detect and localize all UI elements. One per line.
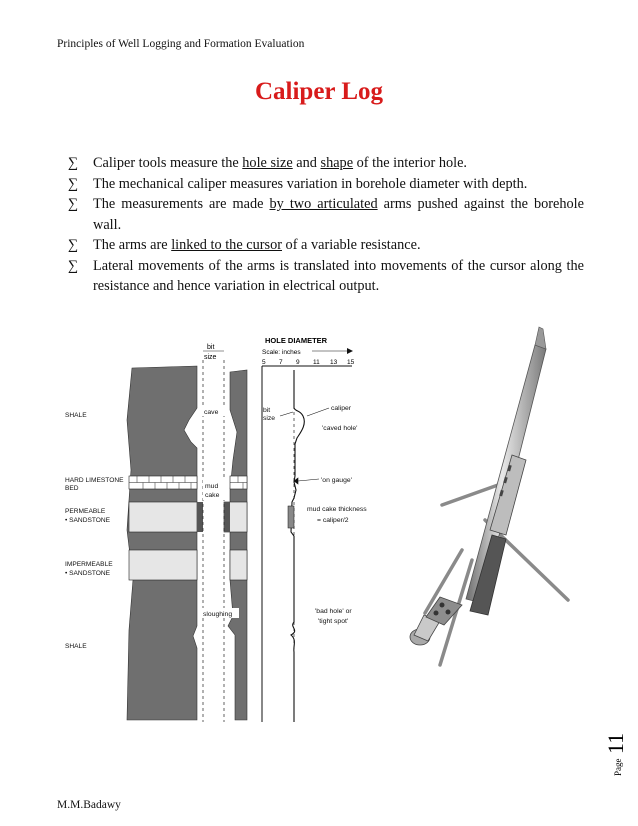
cave-label: cave bbox=[204, 409, 219, 416]
label-hard-limestone-bed: BED bbox=[65, 485, 79, 492]
cake-label: cake bbox=[205, 492, 220, 499]
page-label: Page bbox=[613, 758, 623, 776]
label-permeable-sandstone: • SANDSTONE bbox=[65, 517, 111, 524]
bullet-sigma-icon: ∑ bbox=[68, 237, 79, 253]
bit-size-label-top: bit bbox=[207, 344, 215, 351]
bullet-sigma-icon: ∑ bbox=[68, 257, 79, 274]
list-item: ∑ The mechanical caliper measures variation in borehole diameter with depth. bbox=[68, 174, 584, 195]
list-item: ∑ Lateral movements of the arms is translated into movements of the cursor along the resistance and hence variation in electrical output. bbox=[68, 257, 584, 294]
scale-tick: 7 bbox=[279, 359, 283, 366]
scale-tick: 9 bbox=[296, 359, 300, 366]
footer-author: M.M.Badawy bbox=[57, 799, 121, 811]
scale-tick: 13 bbox=[330, 359, 338, 366]
list-item: ∑ The measurements are made by two articulated arms pushed against the borehole wall. bbox=[68, 196, 584, 233]
mud-cake-thickness-label: mud cake thickness bbox=[307, 506, 367, 513]
impermeable-sandstone bbox=[129, 550, 247, 580]
caliper-log-diagram bbox=[57, 330, 397, 725]
mud-label: mud bbox=[205, 483, 219, 490]
label-permeable: PERMEABLE bbox=[65, 508, 106, 515]
list-item: ∑ The arms are linked to the cursor of a variable resistance. bbox=[68, 235, 584, 256]
log-bit-label-top: bit bbox=[263, 407, 271, 414]
tight-spot-label: 'tight spot' bbox=[318, 618, 349, 625]
scale-ticks bbox=[262, 359, 355, 366]
label-shale-bottom: SHALE bbox=[65, 643, 87, 650]
left-formation bbox=[127, 366, 197, 720]
label-impermeable: IMPERMEABLE bbox=[65, 561, 113, 568]
label-impermeable-sandstone: • SANDSTONE bbox=[65, 570, 111, 577]
right-formation bbox=[228, 370, 247, 720]
list-item: ∑ Caliper tools measure the hole size and shape of the interior hole. bbox=[68, 153, 584, 174]
scale-tick: 15 bbox=[347, 359, 355, 366]
bullet-sigma-icon: ∑ bbox=[68, 155, 79, 171]
log-bit-label-bottom: size bbox=[263, 415, 276, 422]
page-num: 11 bbox=[603, 732, 628, 754]
page-title: Caliper Log bbox=[254, 78, 383, 105]
scale-tick: 5 bbox=[262, 359, 266, 366]
permeable-sandstone bbox=[129, 502, 247, 532]
on-gauge-label: 'on gauge' bbox=[321, 477, 352, 484]
caved-hole-label: 'caved hole' bbox=[322, 425, 358, 432]
caliper-half-label: = caliper/2 bbox=[317, 517, 349, 524]
bullet-list bbox=[68, 153, 584, 297]
page-number bbox=[601, 718, 631, 778]
label-shale-top: SHALE bbox=[65, 412, 87, 419]
scale-label: Scale: inches bbox=[262, 349, 301, 356]
caliper-tool-photo bbox=[400, 315, 590, 675]
tool-body bbox=[410, 327, 546, 645]
label-hard-limestone: HARD LIMESTONE bbox=[65, 477, 124, 484]
hole-diameter-title: HOLE DIAMETER bbox=[265, 336, 328, 345]
running-header: Principles of Well Logging and Formation Evaluation bbox=[57, 38, 305, 50]
caliper-label: caliper bbox=[331, 405, 352, 412]
bullet-sigma-icon: ∑ bbox=[68, 196, 79, 212]
bad-hole-label: 'bad hole' or bbox=[315, 608, 352, 615]
bullet-sigma-icon: ∑ bbox=[68, 175, 79, 192]
scale-tick: 11 bbox=[313, 359, 320, 366]
caliper-curve bbox=[291, 370, 304, 722]
bit-size-label-bottom: size bbox=[204, 354, 217, 361]
sloughing-label: sloughing bbox=[203, 611, 233, 618]
hard-limestone-bed bbox=[129, 476, 247, 489]
